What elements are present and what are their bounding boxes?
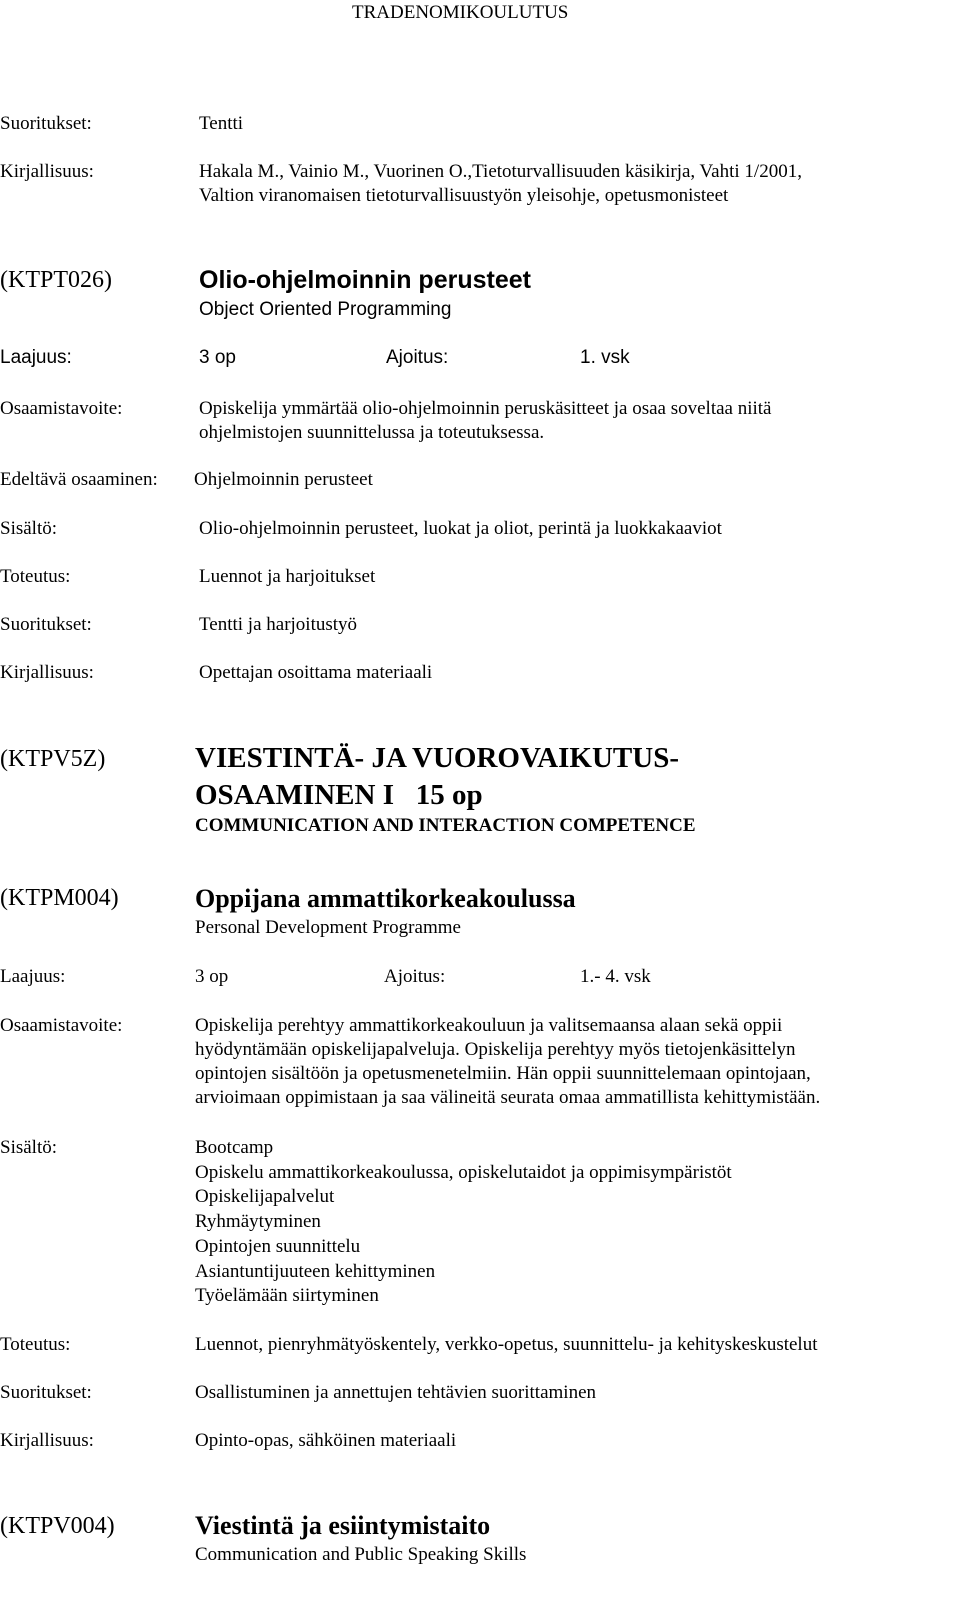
list-item: Opiskelijapalvelut (195, 1186, 335, 1208)
suoritukset-value: Osallistuminen ja annettujen tehtävien suorittaminen (195, 1382, 597, 1403)
module-title-line1: VIESTINTÄ- JA VUOROVAIKUTUS- (195, 742, 679, 774)
list-item: Opiskelu ammattikorkeakoulussa, opiskelutaidot ja oppimisympäristöt (195, 1161, 732, 1183)
text-line: Valtion viranomaisen tietoturvallisuustyön yleisohje, opetusmonisteet (199, 185, 729, 206)
laajuus-value: 3 op (195, 966, 229, 987)
ajoitus-value: 1. vsk (580, 347, 630, 368)
list-item: Ryhmäytyminen (195, 1211, 321, 1233)
osaamistavoite-label: Osaamistavoite: (0, 398, 123, 419)
kirjallisuus-value: Opettajan osoittama materiaali (199, 662, 433, 683)
course-subtitle: Personal Development Programme (195, 917, 461, 938)
kirjallisuus-label: Kirjallisuus: (0, 1430, 94, 1451)
page-header: TRADENOMIKOULUTUS (352, 2, 569, 23)
text-line: Opiskelija ymmärtää olio-ohjelmoinnin peruskäsitteet ja osaa soveltaa niitä (199, 398, 772, 419)
laajuus-label: Laajuus: (0, 347, 72, 368)
module-code: (KTPV5Z) (0, 746, 106, 772)
ajoitus-label: Ajoitus: (384, 966, 446, 987)
text-line: Hakala M., Vainio M., Vuorinen O.,Tietoturvallisuuden käsikirja, Vahti 1/2001, (199, 161, 802, 182)
kirjallisuus-label: Kirjallisuus: (0, 161, 94, 182)
course-title: Viestintä ja esiintymistaito (195, 1511, 491, 1540)
suoritukset-label: Suoritukset: (0, 113, 92, 134)
text-line: ohjelmistojen suunnittelussa ja toteutuksessa. (199, 422, 545, 443)
toteutus-value: Luennot, pienryhmätyöskentely, verkko-opetus, suunnittelu- ja kehityskeskustelut (195, 1334, 818, 1355)
kirjallisuus-label: Kirjallisuus: (0, 662, 94, 683)
text-line: arvioimaan oppimistaan ja saa välineitä seurata omaa ammatillista kehittymistään. (195, 1087, 821, 1108)
edeltava-label: Edeltävä osaaminen: (0, 469, 158, 490)
list-item: Työelämään siirtyminen (195, 1285, 379, 1307)
laajuus-label: Laajuus: (0, 966, 66, 987)
laajuus-value: 3 op (199, 347, 236, 368)
toteutus-label: Toteutus: (0, 566, 71, 587)
list-item: Bootcamp (195, 1137, 274, 1158)
list-item: Opintojen suunnittelu (195, 1235, 361, 1257)
course-code: (KTPT026) (0, 267, 112, 293)
module-title-line2: OSAAMINEN I 15 op (195, 779, 483, 811)
toteutus-label: Toteutus: (0, 1334, 71, 1355)
module-subtitle: COMMUNICATION AND INTERACTION COMPETENCE (195, 815, 696, 836)
sisalto-label: Sisältö: (0, 1137, 58, 1158)
ajoitus-value: 1.- 4. vsk (580, 966, 651, 987)
kirjallisuus-value: Opinto-opas, sähköinen materiaali (195, 1430, 457, 1451)
text-line: hyödyntämään opiskelijapalveluja. Opiskelija perehtyy myös tietojenkäsittelyn (195, 1039, 796, 1060)
osaamistavoite-value (199, 397, 771, 445)
osaamistavoite-value (195, 1014, 820, 1110)
suoritukset-label: Suoritukset: (0, 1382, 92, 1403)
kirjallisuus-value (199, 160, 802, 208)
text-line: opintojen sisältöön ja opetusmenetelmiin. Hän oppii suunnittelemaan opintojaan, (195, 1063, 811, 1084)
edeltava-value: Ohjelmoinnin perusteet (194, 469, 373, 490)
suoritukset-value: Tentti ja harjoitustyö (199, 614, 358, 635)
sisalto-value: Olio-ohjelmoinnin perusteet, luokat ja oliot, perintä ja luokkakaaviot (199, 518, 722, 539)
osaamistavoite-label: Osaamistavoite: (0, 1015, 123, 1036)
course-title: Oppijana ammattikorkeakoulussa (195, 884, 576, 913)
course-title: Olio-ohjelmoinnin perusteet (199, 266, 531, 294)
list-item: Asiantuntijuuteen kehittyminen (195, 1260, 436, 1282)
course-code: (KTPM004) (0, 885, 119, 911)
course-subtitle: Object Oriented Programming (199, 299, 452, 320)
toteutus-value: Luennot ja harjoitukset (199, 566, 376, 587)
course-subtitle: Communication and Public Speaking Skills (195, 1544, 527, 1565)
sisalto-list (195, 1136, 732, 1309)
ajoitus-label: Ajoitus: (386, 347, 449, 368)
suoritukset-value: Tentti (199, 113, 244, 134)
course-code: (KTPV004) (0, 1513, 115, 1539)
sisalto-label: Sisältö: (0, 518, 58, 539)
suoritukset-label: Suoritukset: (0, 614, 92, 635)
text-line: Opiskelija perehtyy ammattikorkeakouluun ja valitsemaansa alaan sekä oppii (195, 1015, 783, 1036)
